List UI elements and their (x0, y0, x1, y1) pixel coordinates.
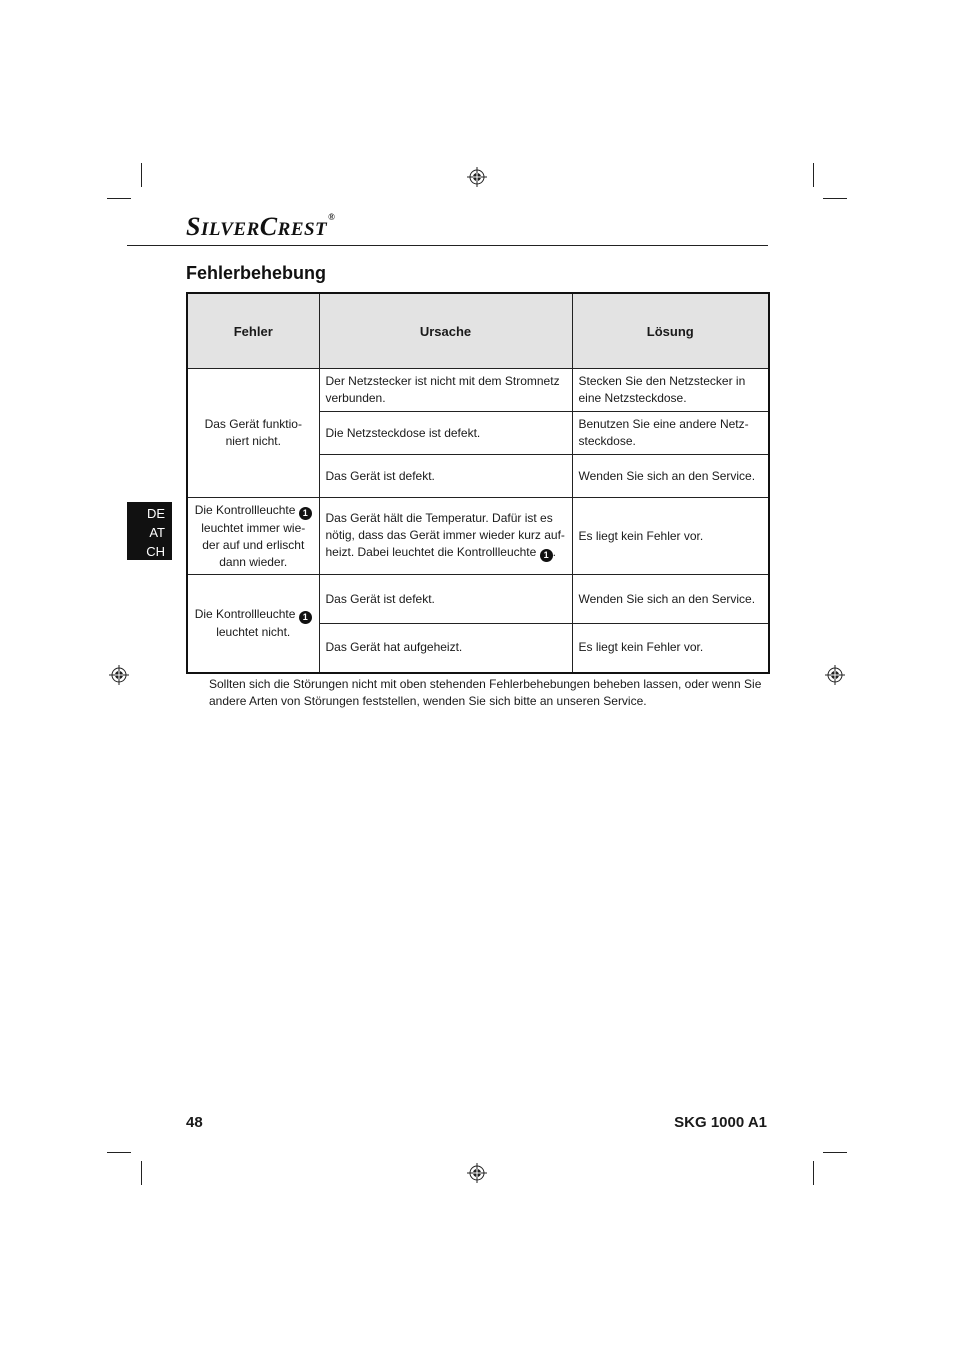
crop-mark (813, 163, 814, 187)
table-header-row (187, 293, 769, 369)
language-code: CH (146, 544, 165, 559)
header-rule (127, 245, 768, 246)
ursache-cell: Das Gerät ist defekt. (319, 455, 572, 498)
loesung-cell: Wenden Sie sich an den Service. (572, 455, 769, 498)
registration-mark-icon (467, 1163, 487, 1183)
table-row (187, 369, 769, 412)
crop-mark (141, 163, 142, 187)
brand-logo: SILVERCREST® (186, 212, 336, 241)
table-row (187, 498, 769, 575)
crop-mark (813, 1161, 814, 1185)
indicator-light-number-icon: 1 (540, 549, 553, 562)
troubleshooting-table (186, 292, 770, 674)
model-number: SKG 1000 A1 (674, 1114, 767, 1131)
registration-mark-icon (109, 665, 129, 685)
fehler-cell: Die Kontrollleuchte 1 leuchtet nicht. (187, 575, 319, 673)
ursache-cell: Die Netzsteckdose ist defekt. (319, 412, 572, 455)
language-tab (127, 502, 172, 560)
language-code: DE (146, 506, 165, 521)
loesung-cell: Es liegt kein Fehler vor. (572, 498, 769, 575)
loesung-cell: Stecken Sie den Netzstecker in eine Netzsteckdose. (572, 369, 769, 412)
ursache-cell: Der Netzstecker ist nicht mit dem Stromnetz verbunden. (319, 369, 572, 412)
page-number: 48 (186, 1114, 203, 1131)
ursache-cell: Das Gerät ist defekt. (319, 575, 572, 624)
section-title: Fehlerbehebung (186, 263, 327, 283)
ursache-cell: Das Gerät hält die Temperatur. Dafür ist es nötig, dass das Gerät immer wieder kurz auf-heizt. Dabei leuchtet die Kontrollleuchte 1 . (319, 498, 572, 575)
header-loesung: Lösung (572, 293, 769, 369)
crop-mark (823, 1152, 847, 1153)
ursache-cell: Das Gerät hat aufgeheizt. (319, 624, 572, 673)
loesung-cell: Es liegt kein Fehler vor. (572, 624, 769, 673)
crop-mark (823, 198, 847, 199)
loesung-cell: Benutzen Sie eine andere Netz-steckdose. (572, 412, 769, 455)
indicator-light-number-icon: 1 (299, 611, 312, 624)
service-note: Sollten sich die Störungen nicht mit oben stehenden Fehlerbehebungen beheben lassen, oder wenn Sie andere Arten von Störungen feststellen, wenden Sie sich bitte an unseren Service. (209, 677, 762, 708)
registration-mark-icon (467, 167, 487, 187)
indicator-light-number-icon: 1 (299, 507, 312, 520)
fehler-cell: Das Gerät funktio- niert nicht. (187, 369, 319, 498)
crop-mark (107, 198, 131, 199)
header-fehler: Fehler (187, 293, 319, 369)
table-row (187, 575, 769, 624)
fehler-cell: Die Kontrollleuchte 1 leuchtet immer wie-der auf und erlischt dann wieder. (187, 498, 319, 575)
registration-mark-icon (825, 665, 845, 685)
crop-mark (141, 1161, 142, 1185)
header-ursache: Ursache (319, 293, 572, 369)
loesung-cell: Wenden Sie sich an den Service. (572, 575, 769, 624)
crop-mark (107, 1152, 131, 1153)
language-code: AT (149, 525, 165, 540)
